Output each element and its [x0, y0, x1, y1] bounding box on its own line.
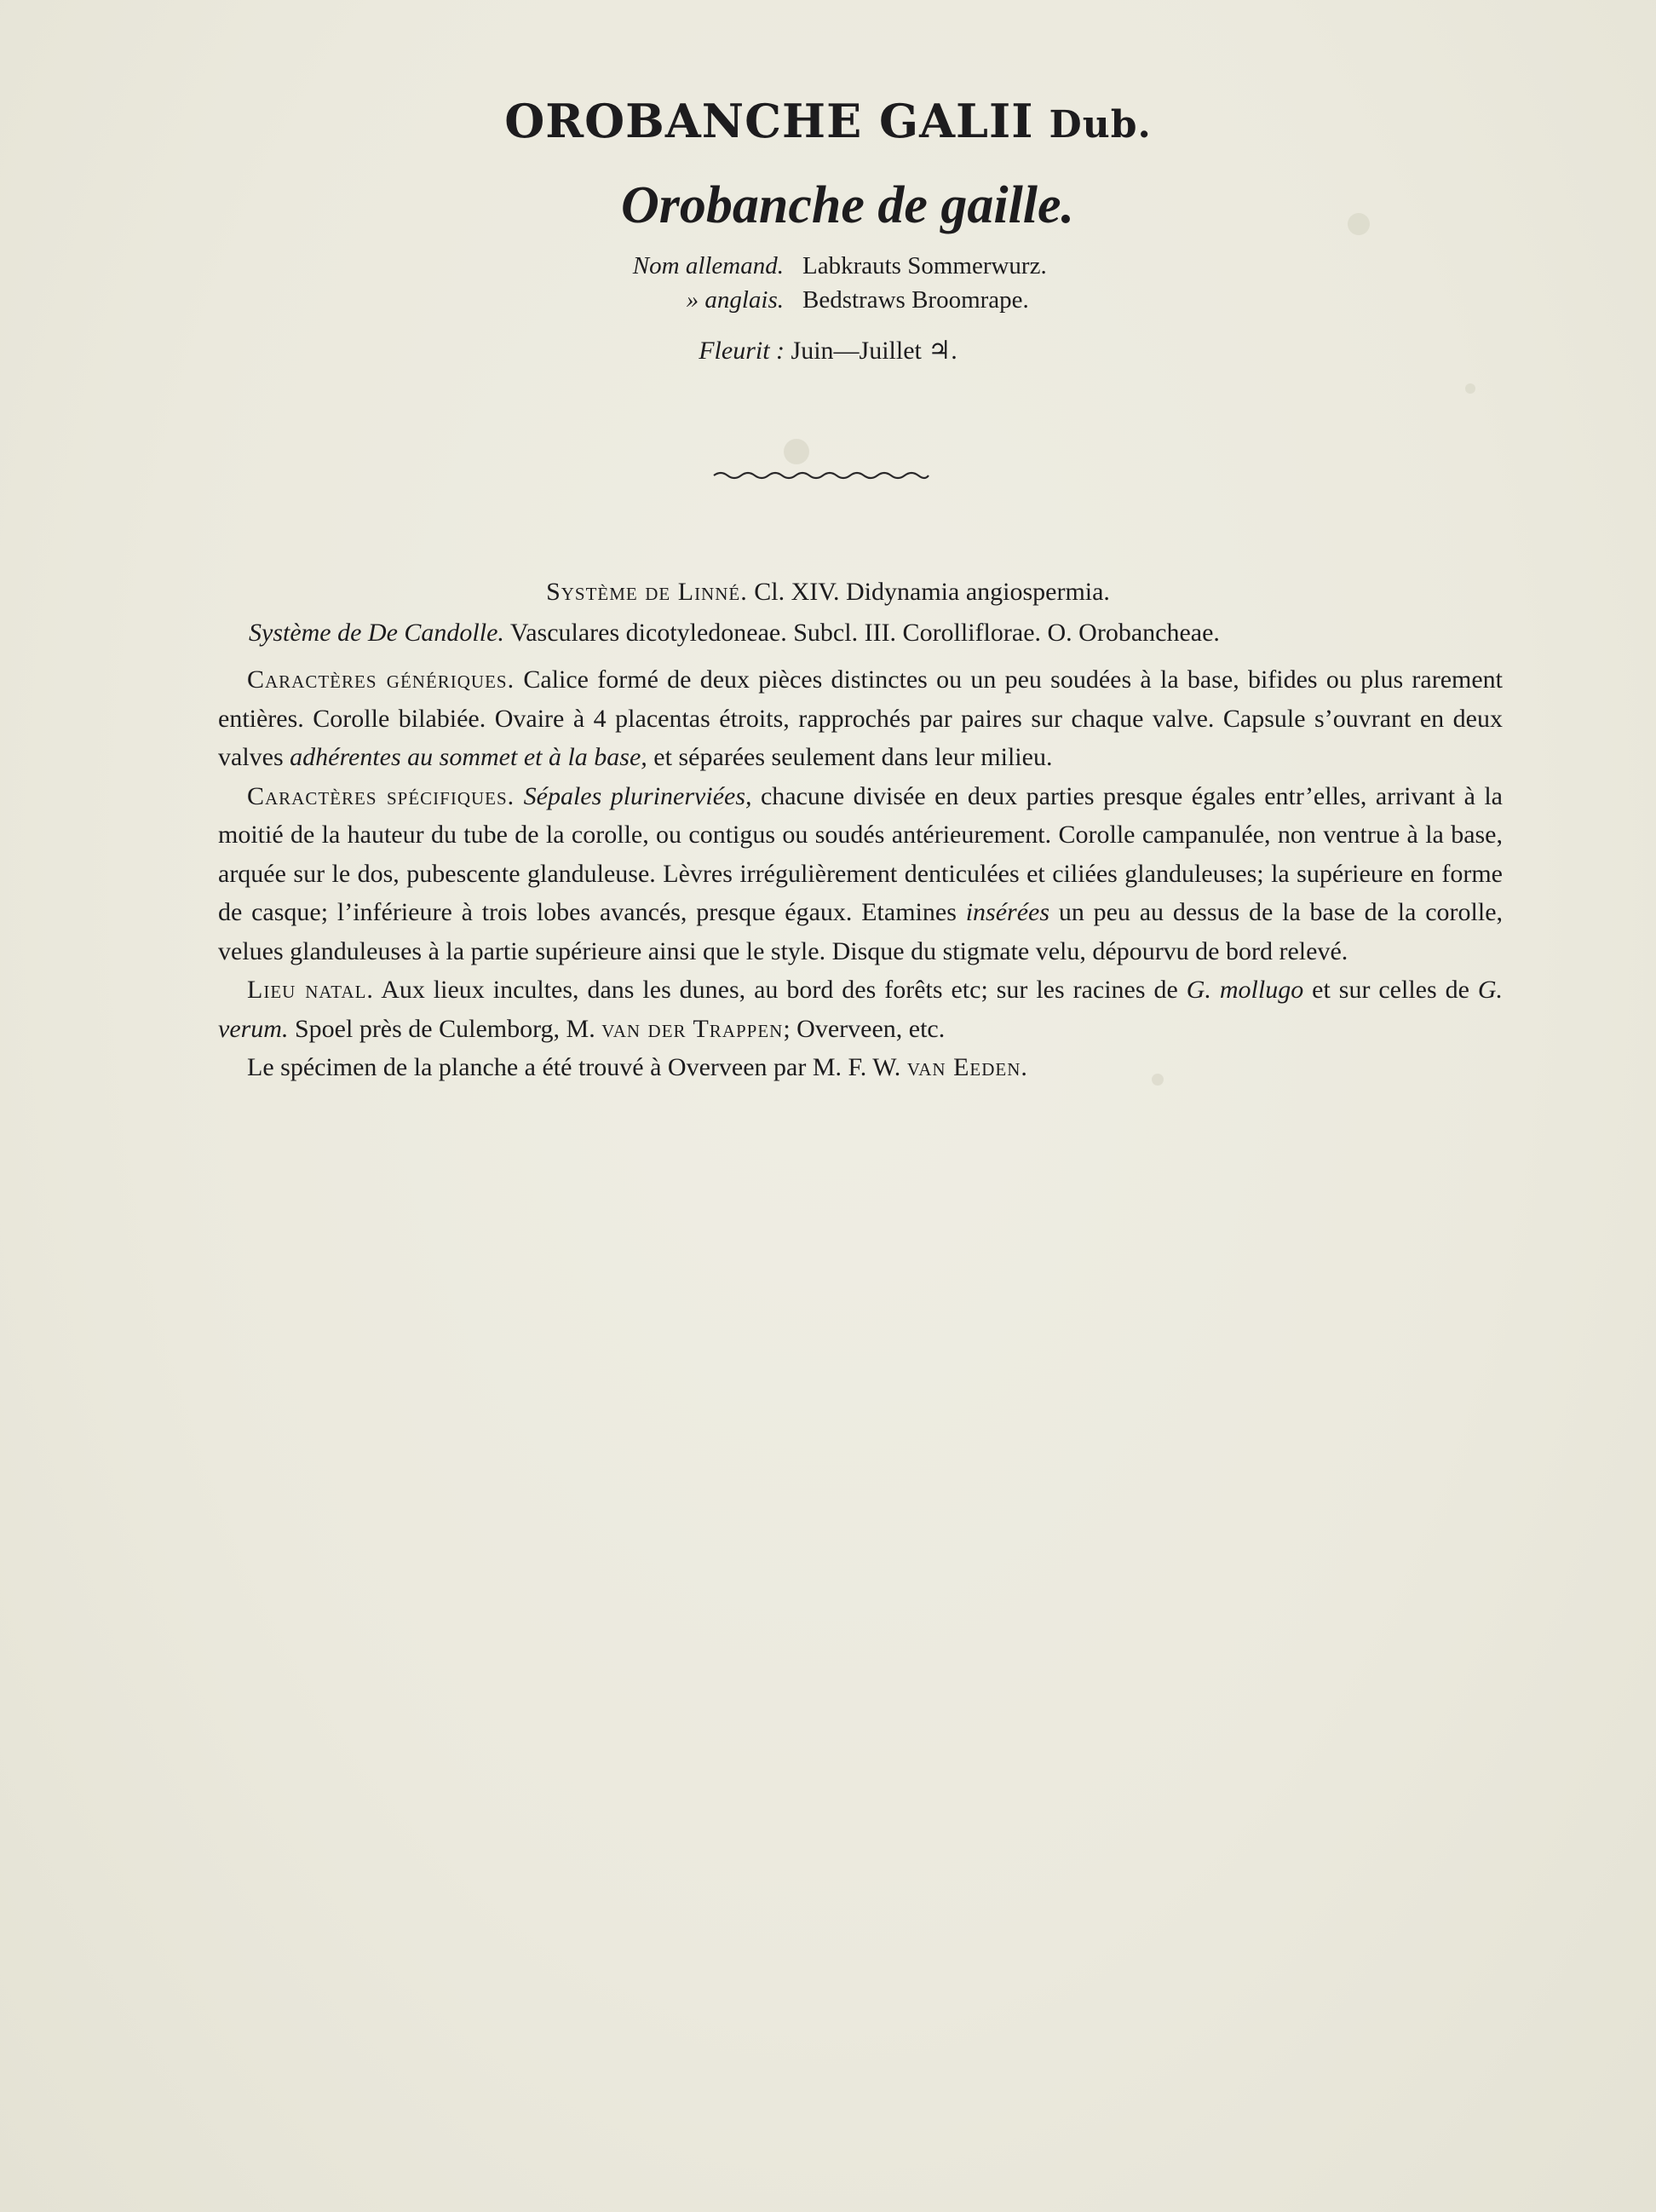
- vernacular-names: [562, 249, 1047, 317]
- specific-text-end: un peu au dessus de la base de la corolle, velues glanduleuses à la partie supérieure ainsi que le style. Disque du stigmate velu, dépourvu de bord relevé.: [218, 898, 1504, 965]
- flowering-label: Fleurit :: [699, 337, 785, 365]
- candolle-system: [249, 619, 1220, 648]
- habitat-species-1: G. mollugo: [1186, 976, 1304, 1004]
- specific-characters-label: Caractères spécifiques.: [247, 781, 515, 810]
- generic-characters-label: Caractères génériques.: [247, 665, 515, 694]
- german-name-row: [562, 249, 1047, 283]
- specimen-text: Le spécimen de la planche a été trouvé à Overveen par M. F. W.: [247, 1053, 901, 1081]
- species-name: OROBANCHE GALII: [504, 94, 1034, 148]
- generic-text: Calice formé de deux pièces distinctes ou un peu soudées à la base, bifides ou plus rarement entières. Corolle bilabiée. Ovaire à 4 placentas étroits, rapprochés par paires sur chaque valve. Capsule s’ouvrant en deux valves: [218, 665, 1503, 771]
- specimen-collector: van Eeden.: [906, 1053, 1028, 1081]
- generic-text-italic: adhérentes au sommet et à la base,: [290, 743, 647, 771]
- english-name-row: [562, 283, 1047, 317]
- habitat-text-2: et sur celles de: [1312, 976, 1469, 1004]
- paper-speck: [1465, 383, 1475, 394]
- specific-characters-paragraph: [218, 777, 1503, 971]
- common-name-french: Orobanche de gaille.: [620, 176, 1075, 234]
- paper-speck: [784, 439, 809, 464]
- german-name-label: Nom allemand.: [632, 252, 784, 279]
- candolle-value: Vasculares dicotyledoneae. Subcl. III. Corolliflorae. O. Orobancheae.: [509, 619, 1220, 647]
- linnean-value: Cl. XIV. Didynamia angiospermia.: [754, 578, 1110, 606]
- habitat-label: Lieu natal.: [247, 976, 374, 1004]
- generic-characters-paragraph: [218, 660, 1503, 777]
- flowering-period: [0, 336, 1656, 366]
- german-name-value: Labkrauts Sommerwurz.: [802, 252, 1047, 279]
- habitat-text: Aux lieux incultes, dans les dunes, au bord des forêts etc; sur les racines de: [381, 976, 1178, 1004]
- linnean-label: Système de Linné.: [546, 578, 748, 606]
- flowering-value: Juin—Juillet ♃.: [791, 337, 957, 365]
- habitat-text-end: ; Overveen, etc.: [783, 1014, 946, 1043]
- specific-text-italic: Sépales plurinerviées,: [523, 781, 752, 810]
- habitat-species-2: G. verum.: [218, 976, 1504, 1043]
- generic-text-end: et séparées seulement dans leur milieu.: [653, 743, 1053, 771]
- author-abbreviation: Dub.: [1049, 103, 1152, 147]
- linnean-system: [0, 578, 1656, 607]
- description-body: [218, 660, 1503, 1087]
- english-name-value: Bedstraws Broomrape.: [802, 286, 1029, 314]
- habitat-text-3: Spoel près de Culemborg, M.: [294, 1014, 595, 1043]
- specific-text: chacune divisée en deux parties presque égales entr’elles, arrivant à la moitié de la hauteur du tube de la corolle, ou contigus ou soudés antérieurement. Corolle campanulée, non ventrue à la base, arquée sur le dos, pubescente glanduleuse. Lèvres irrégulièrement denticulées et ciliées glanduleuses; la supérieure en forme de casque; l’inférieure à trois lobes avancés, presque égaux. Etamines: [218, 781, 1503, 926]
- english-name-label: » anglais.: [686, 286, 784, 314]
- specimen-paragraph: [218, 1048, 1503, 1087]
- page-title: [0, 94, 1656, 148]
- habitat-paragraph: [218, 971, 1503, 1048]
- specific-text-italic-2: insérées: [965, 898, 1049, 926]
- candolle-label: Système de De Candolle.: [249, 619, 504, 647]
- habitat-collector: van der Trappen: [601, 1014, 784, 1043]
- wavy-rule-ornament: [712, 467, 930, 484]
